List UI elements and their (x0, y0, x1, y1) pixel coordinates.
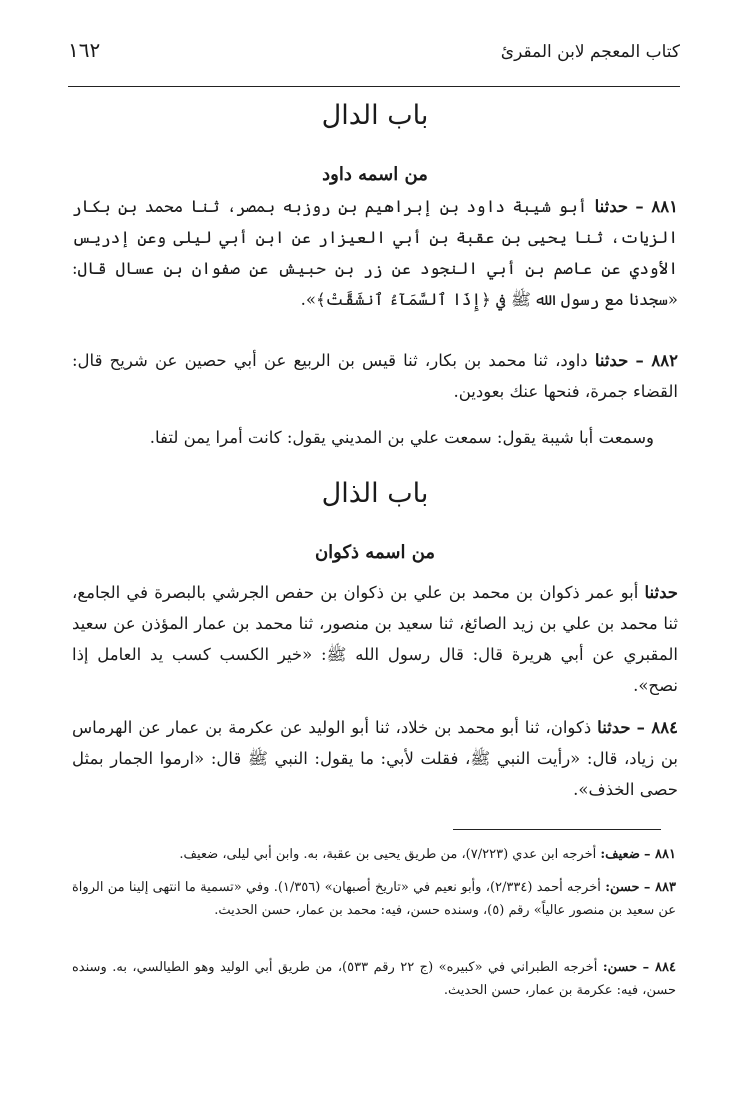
footnote-884 (72, 956, 676, 1002)
header-title: كتاب المعجم لابن المقرئ (500, 42, 680, 62)
hadith-number: ٨٨٤ – (636, 718, 679, 737)
narration-keyword: حدثنا (597, 718, 631, 737)
footnote-grade: ضعيف: (600, 847, 640, 862)
narration-keyword: حدثنا (594, 351, 629, 370)
hadith-number: ٨٨١ – (635, 197, 678, 216)
narration-keyword: حدثنا (594, 197, 629, 216)
hadith-884 (72, 712, 678, 805)
chapter-heading-dal: باب الدال (321, 100, 429, 131)
footnote-separator (453, 829, 661, 830)
hadith-number: ٨٨٢ – (635, 351, 679, 370)
hadith-883 (72, 577, 678, 701)
footnote-number: ٨٨٣ – (643, 880, 677, 895)
hadith-882-addendum: وسمعت أبا شيبة يقول: سمعت علي بن المديني يقول: كانت أمرا يمن لتفا. (149, 428, 654, 447)
section-heading-dhakwan: من اسمه ذكوان (314, 542, 436, 563)
hadith-881 (72, 191, 678, 315)
footnote-number: ٨٨٤ – (642, 960, 676, 975)
footnote-text: أخرجه ابن عدي (٧/٢٢٣)، من طريق يحيى بن عقبة، به. وابن أبي ليلى، ضعيف. (179, 847, 601, 862)
footnote-grade: حسن: (605, 880, 640, 895)
running-header (68, 34, 680, 87)
hadith-text: داود، ثنا محمد بن بكار، ثنا قيس بن الربيع عن أبي حصين عن شريح قال: القضاء جمرة، فنحها عنك بعودين. (72, 351, 678, 401)
chapter-heading-dhal: باب الذال (321, 478, 429, 509)
footnote-881 (72, 843, 676, 866)
footnote-text: أخرجه الطبراني في «كبيره» (ج ٢٢ رقم ٥٣٣)، من طريق أبي الوليد وهو الطيالسي، به. وسنده حسن، فيه: عكرمة بن عمار، حسن الحديث. (72, 960, 676, 998)
footnote-number: ٨٨١ – (644, 847, 676, 862)
footnote-883 (72, 876, 676, 922)
hadith-text: أبو شيبة داود بن إبراهيم بن روزبه بمصر، ثنا محمد بن بكار الزيات، ثنا يحيى بن عقبة بن أبي العيزار عن ابن أبي ليلى وعن إدريس الأودي عن عاصم بن أبي النجود عن زر بن حبيش عن صفوان بن عسال قال: «سجدنا مع رسول الله ﷺ في ﴿إِذَا ٱلسَّمَآءُ ٱنشَقَّتْ﴾». (72, 197, 678, 309)
section-heading-dawud: من اسمه داود (322, 164, 428, 185)
footnote-text: أخرجه أحمد (٢/٣٣٤)، وأبو نعيم في «تاريخ أصبهان» (١/٣٥٦). وفي «تسمية ما انتهى إلينا من الرواة عن سعيد بن منصور عالياً» رقم (٥)، وسنده حسن، فيه: محمد بن عمار، حسن الحديث. (72, 880, 676, 918)
hadith-text: أبو عمر ذكوان بن محمد بن علي بن ذكوان بن حفص الجرشي بالبصرة في الجامع، ثنا محمد بن علي بن زيد الصائغ، ثنا سعيد بن منصور، ثنا محمد بن عمار المؤذن عن سعيد المقبري عن أبي هريرة قال: قال رسول الله ﷺ: «خير الكسب كسب يد العامل إذا نصح». (72, 583, 678, 695)
narration-keyword: حدثنا (644, 583, 678, 602)
footnote-grade: حسن: (602, 960, 638, 975)
page-number: ١٦٢ (68, 38, 101, 62)
hadith-882 (72, 345, 678, 407)
hadith-text: ذكوان، ثنا أبو محمد بن خلاد، ثنا أبو الوليد عن عكرمة بن عمار عن الهرماس بن زياد، قال: «رأيت النبي ﷺ، فقلت لأبي: ما يقول: النبي ﷺ قال: «ارموا الجمار بمثل حصى الخذف». (72, 718, 678, 799)
